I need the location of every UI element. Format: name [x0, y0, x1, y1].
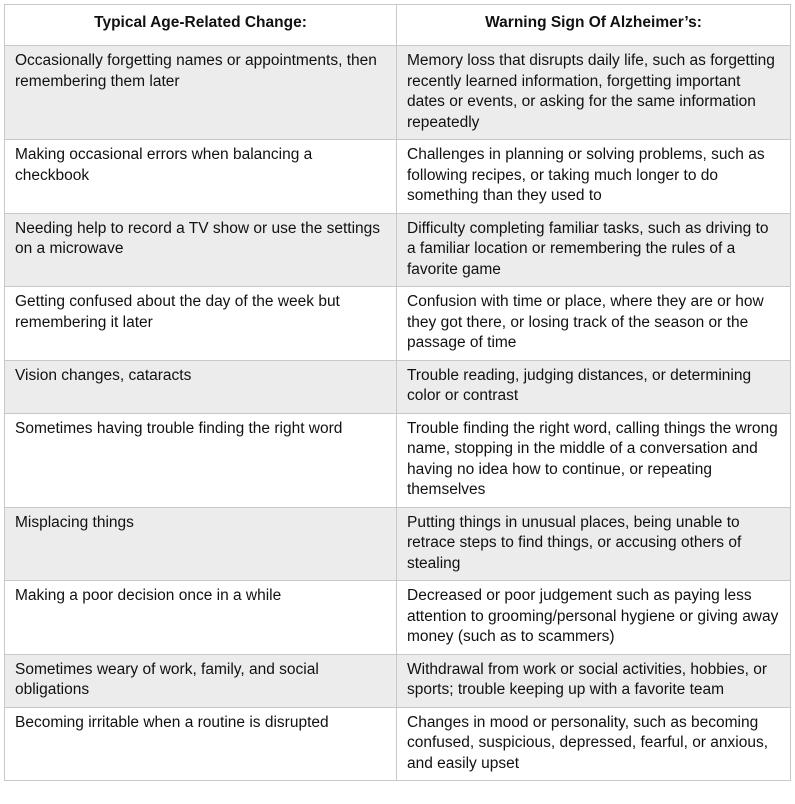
- typical-cell: Making a poor decision once in a while: [5, 581, 397, 655]
- table-row: [5, 360, 791, 413]
- table-row: [5, 140, 791, 214]
- table-row: [5, 654, 791, 707]
- warning-cell: Trouble reading, judging distances, or determining color or contrast: [397, 360, 791, 413]
- table-row: [5, 507, 791, 581]
- warning-cell: Decreased or poor judgement such as paying less attention to grooming/personal hygiene or giving away money (such as to scammers): [397, 581, 791, 655]
- warning-cell: Difficulty completing familiar tasks, such as driving to a familiar location or remembering the rules of a favorite game: [397, 213, 791, 287]
- warning-cell: Changes in mood or personality, such as becoming confused, suspicious, depressed, fearful, or anxious, and easily upset: [397, 707, 791, 781]
- header-warning: Warning Sign Of Alzheimer’s:: [397, 5, 791, 46]
- warning-cell: Confusion with time or place, where they are or how they got there, or losing track of the season or the passage of time: [397, 287, 791, 361]
- comparison-table: [4, 4, 791, 781]
- typical-cell: Vision changes, cataracts: [5, 360, 397, 413]
- header-row: [5, 5, 791, 46]
- table-row: [5, 213, 791, 287]
- warning-cell: Withdrawal from work or social activities, hobbies, or sports; trouble keeping up with a favorite team: [397, 654, 791, 707]
- table-row: [5, 46, 791, 140]
- typical-cell: Misplacing things: [5, 507, 397, 581]
- typical-cell: Getting confused about the day of the week but remembering it later: [5, 287, 397, 361]
- header-typical: Typical Age-Related Change:: [5, 5, 397, 46]
- typical-cell: Sometimes having trouble finding the right word: [5, 413, 397, 507]
- table-row: [5, 707, 791, 781]
- warning-cell: Putting things in unusual places, being unable to retrace steps to find things, or accusing others of stealing: [397, 507, 791, 581]
- warning-cell: Challenges in planning or solving problems, such as following recipes, or taking much longer to do something than they used to: [397, 140, 791, 214]
- typical-cell: Becoming irritable when a routine is disrupted: [5, 707, 397, 781]
- table-row: [5, 581, 791, 655]
- typical-cell: Needing help to record a TV show or use the settings on a microwave: [5, 213, 397, 287]
- typical-cell: Sometimes weary of work, family, and social obligations: [5, 654, 397, 707]
- table-row: [5, 287, 791, 361]
- warning-cell: Trouble finding the right word, calling things the wrong name, stopping in the middle of a conversation and having no idea how to continue, or repeating themselves: [397, 413, 791, 507]
- typical-cell: Occasionally forgetting names or appointments, then remembering them later: [5, 46, 397, 140]
- table-row: [5, 413, 791, 507]
- warning-cell: Memory loss that disrupts daily life, such as forgetting recently learned information, forgetting important dates or events, or asking for the same information repeatedly: [397, 46, 791, 140]
- typical-cell: Making occasional errors when balancing a checkbook: [5, 140, 397, 214]
